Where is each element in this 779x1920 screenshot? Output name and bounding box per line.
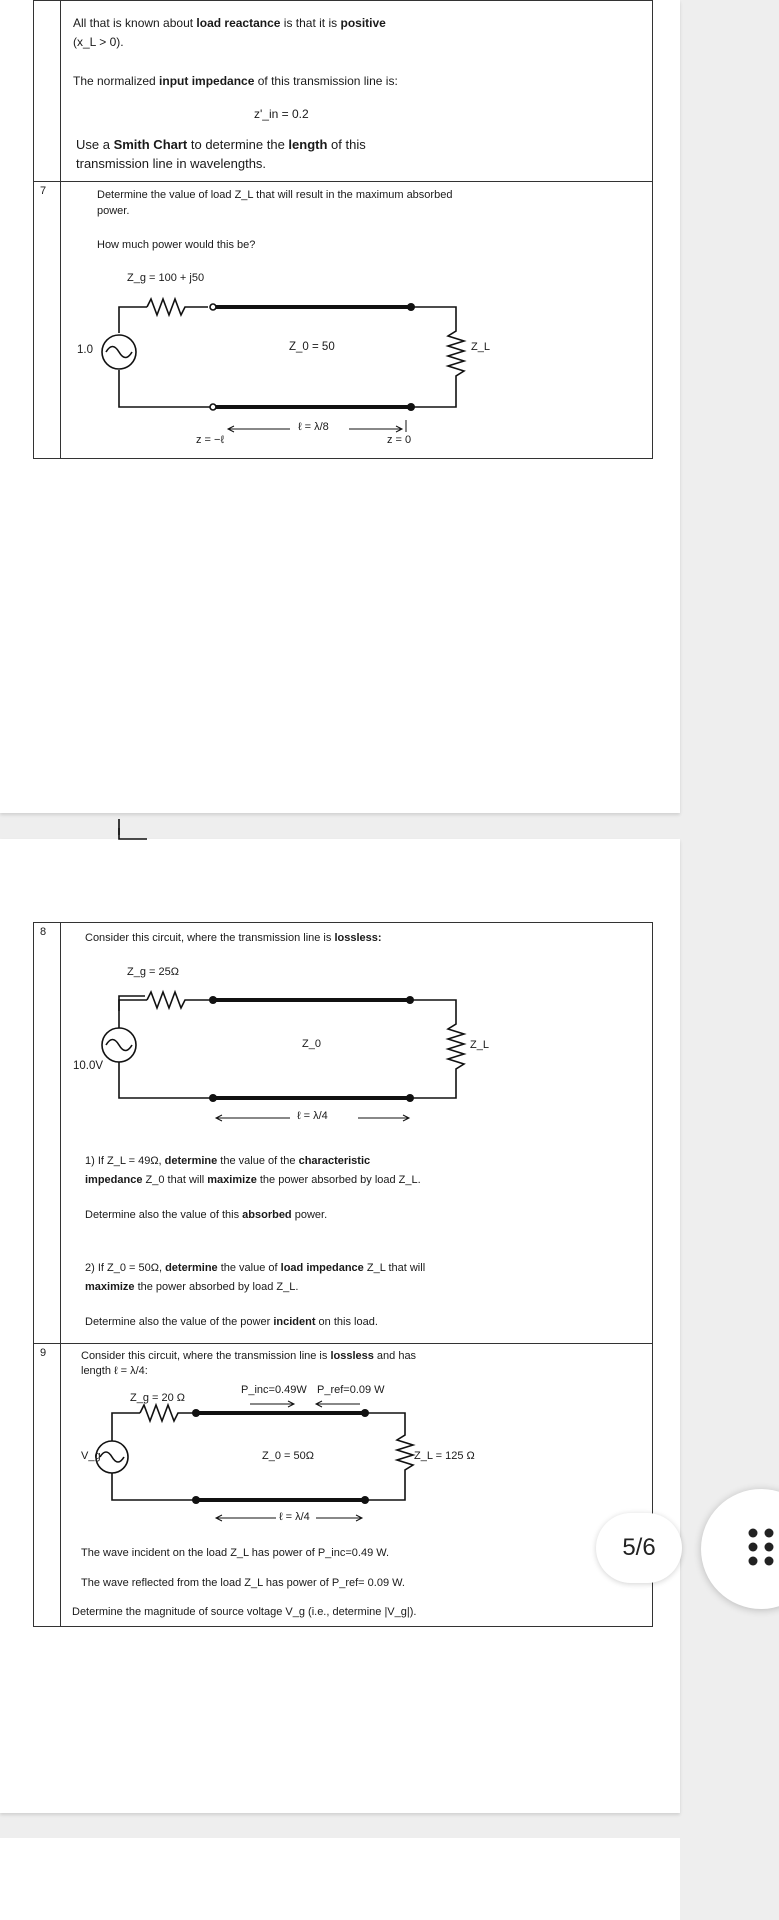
problem-8-characteristic-impedance: Z_0	[302, 1038, 321, 1050]
problem-8-incident-power: Determine also the value of the power incident on this load.	[85, 1316, 378, 1328]
problem-9-number: 9	[40, 1347, 47, 1359]
load-impedance-label: Z_L	[471, 341, 490, 353]
characteristic-impedance-label: Z_0 = 50	[289, 341, 335, 353]
problem-9-intro-line2: length ℓ = λ/4:	[81, 1365, 148, 1377]
determine-source-voltage: Determine the magnitude of source voltage V_g (i.e., determine |V_g|).	[72, 1606, 417, 1618]
problem-8-absorbed-power: Determine also the value of this absorbed power.	[85, 1209, 328, 1221]
incident-wave-text: The wave incident on the load Z_L has power of P_inc=0.49 W.	[81, 1547, 390, 1559]
problem-9-load-impedance: Z_L = 125 Ω	[414, 1450, 475, 1462]
problem-7-text-line2: power.	[97, 205, 130, 217]
smith-chart-text-line2: transmission line in wavelengths.	[76, 156, 267, 171]
grid-dots-icon	[747, 1527, 777, 1571]
generator-impedance-label: Z_g = 100 + j50	[127, 272, 205, 284]
problem-8-intro: Consider this circuit, where the transmission line is lossless:	[85, 932, 382, 944]
source-voltage-label: 1.0	[77, 344, 93, 356]
problem-9-generator-impedance: Z_g = 20 Ω	[130, 1392, 186, 1404]
problem-9-characteristic-impedance: Z_0 = 50Ω	[262, 1450, 314, 1462]
page-indicator[interactable]: 5/6	[596, 1513, 682, 1583]
problem-8-question-2-line2: maximize the power absorbed by load Z_L.	[85, 1281, 299, 1293]
problem-8-load-impedance: Z_L	[470, 1039, 489, 1051]
reflected-wave-text: The wave reflected from the load Z_L has power of P_ref= 0.09 W.	[81, 1577, 405, 1589]
problem-7-number: 7	[40, 185, 47, 197]
problem-8-generator-impedance: Z_g = 25Ω	[127, 966, 179, 978]
load-reactance-text: All that is known about load reactance is that it is positive	[73, 16, 386, 30]
problem-8-question-1: 1) If Z_L = 49Ω, determine the value of the characteristic	[85, 1155, 371, 1167]
problem-7-question: How much power would this be?	[97, 239, 256, 251]
reactance-condition: (x_L > 0).	[73, 35, 124, 49]
problem-8-line-length: ℓ = λ/4	[297, 1110, 328, 1122]
document-page-2	[0, 839, 680, 1813]
input-impedance-equation: z'_in = 0.2	[254, 107, 309, 121]
problem-9-intro: Consider this circuit, where the transmission line is lossless and has	[81, 1350, 417, 1362]
problem-7-text: Determine the value of load Z_L that will result in the maximum absorbed	[97, 189, 453, 201]
z-right-label: z = 0	[387, 434, 412, 446]
problem-8-number: 8	[40, 926, 47, 938]
problem-8-source-voltage: 10.0V	[73, 1060, 104, 1072]
problem-9-source-voltage: V_g	[81, 1450, 101, 1462]
line-length-label: ℓ = λ/8	[298, 421, 329, 433]
problem-8-question-1-line2: impedance Z_0 that will maximize the power absorbed by load Z_L.	[85, 1174, 421, 1186]
menu-button[interactable]	[701, 1489, 779, 1609]
smith-chart-text: Use a Smith Chart to determine the length of this	[76, 137, 366, 152]
reflected-power-label: P_ref=0.09 W	[317, 1384, 385, 1396]
problem-9-line-length: ℓ = λ/4	[279, 1511, 310, 1523]
incident-power-label: P_inc=0.49W	[241, 1384, 307, 1396]
problem-8-question-2: 2) If Z_0 = 50Ω, determine the value of load impedance Z_L that will	[85, 1262, 426, 1274]
normalized-impedance-text: The normalized input impedance of this transmission line is:	[73, 74, 398, 88]
document-page-3	[0, 1838, 680, 1920]
z-left-label: z = −ℓ	[196, 434, 225, 446]
